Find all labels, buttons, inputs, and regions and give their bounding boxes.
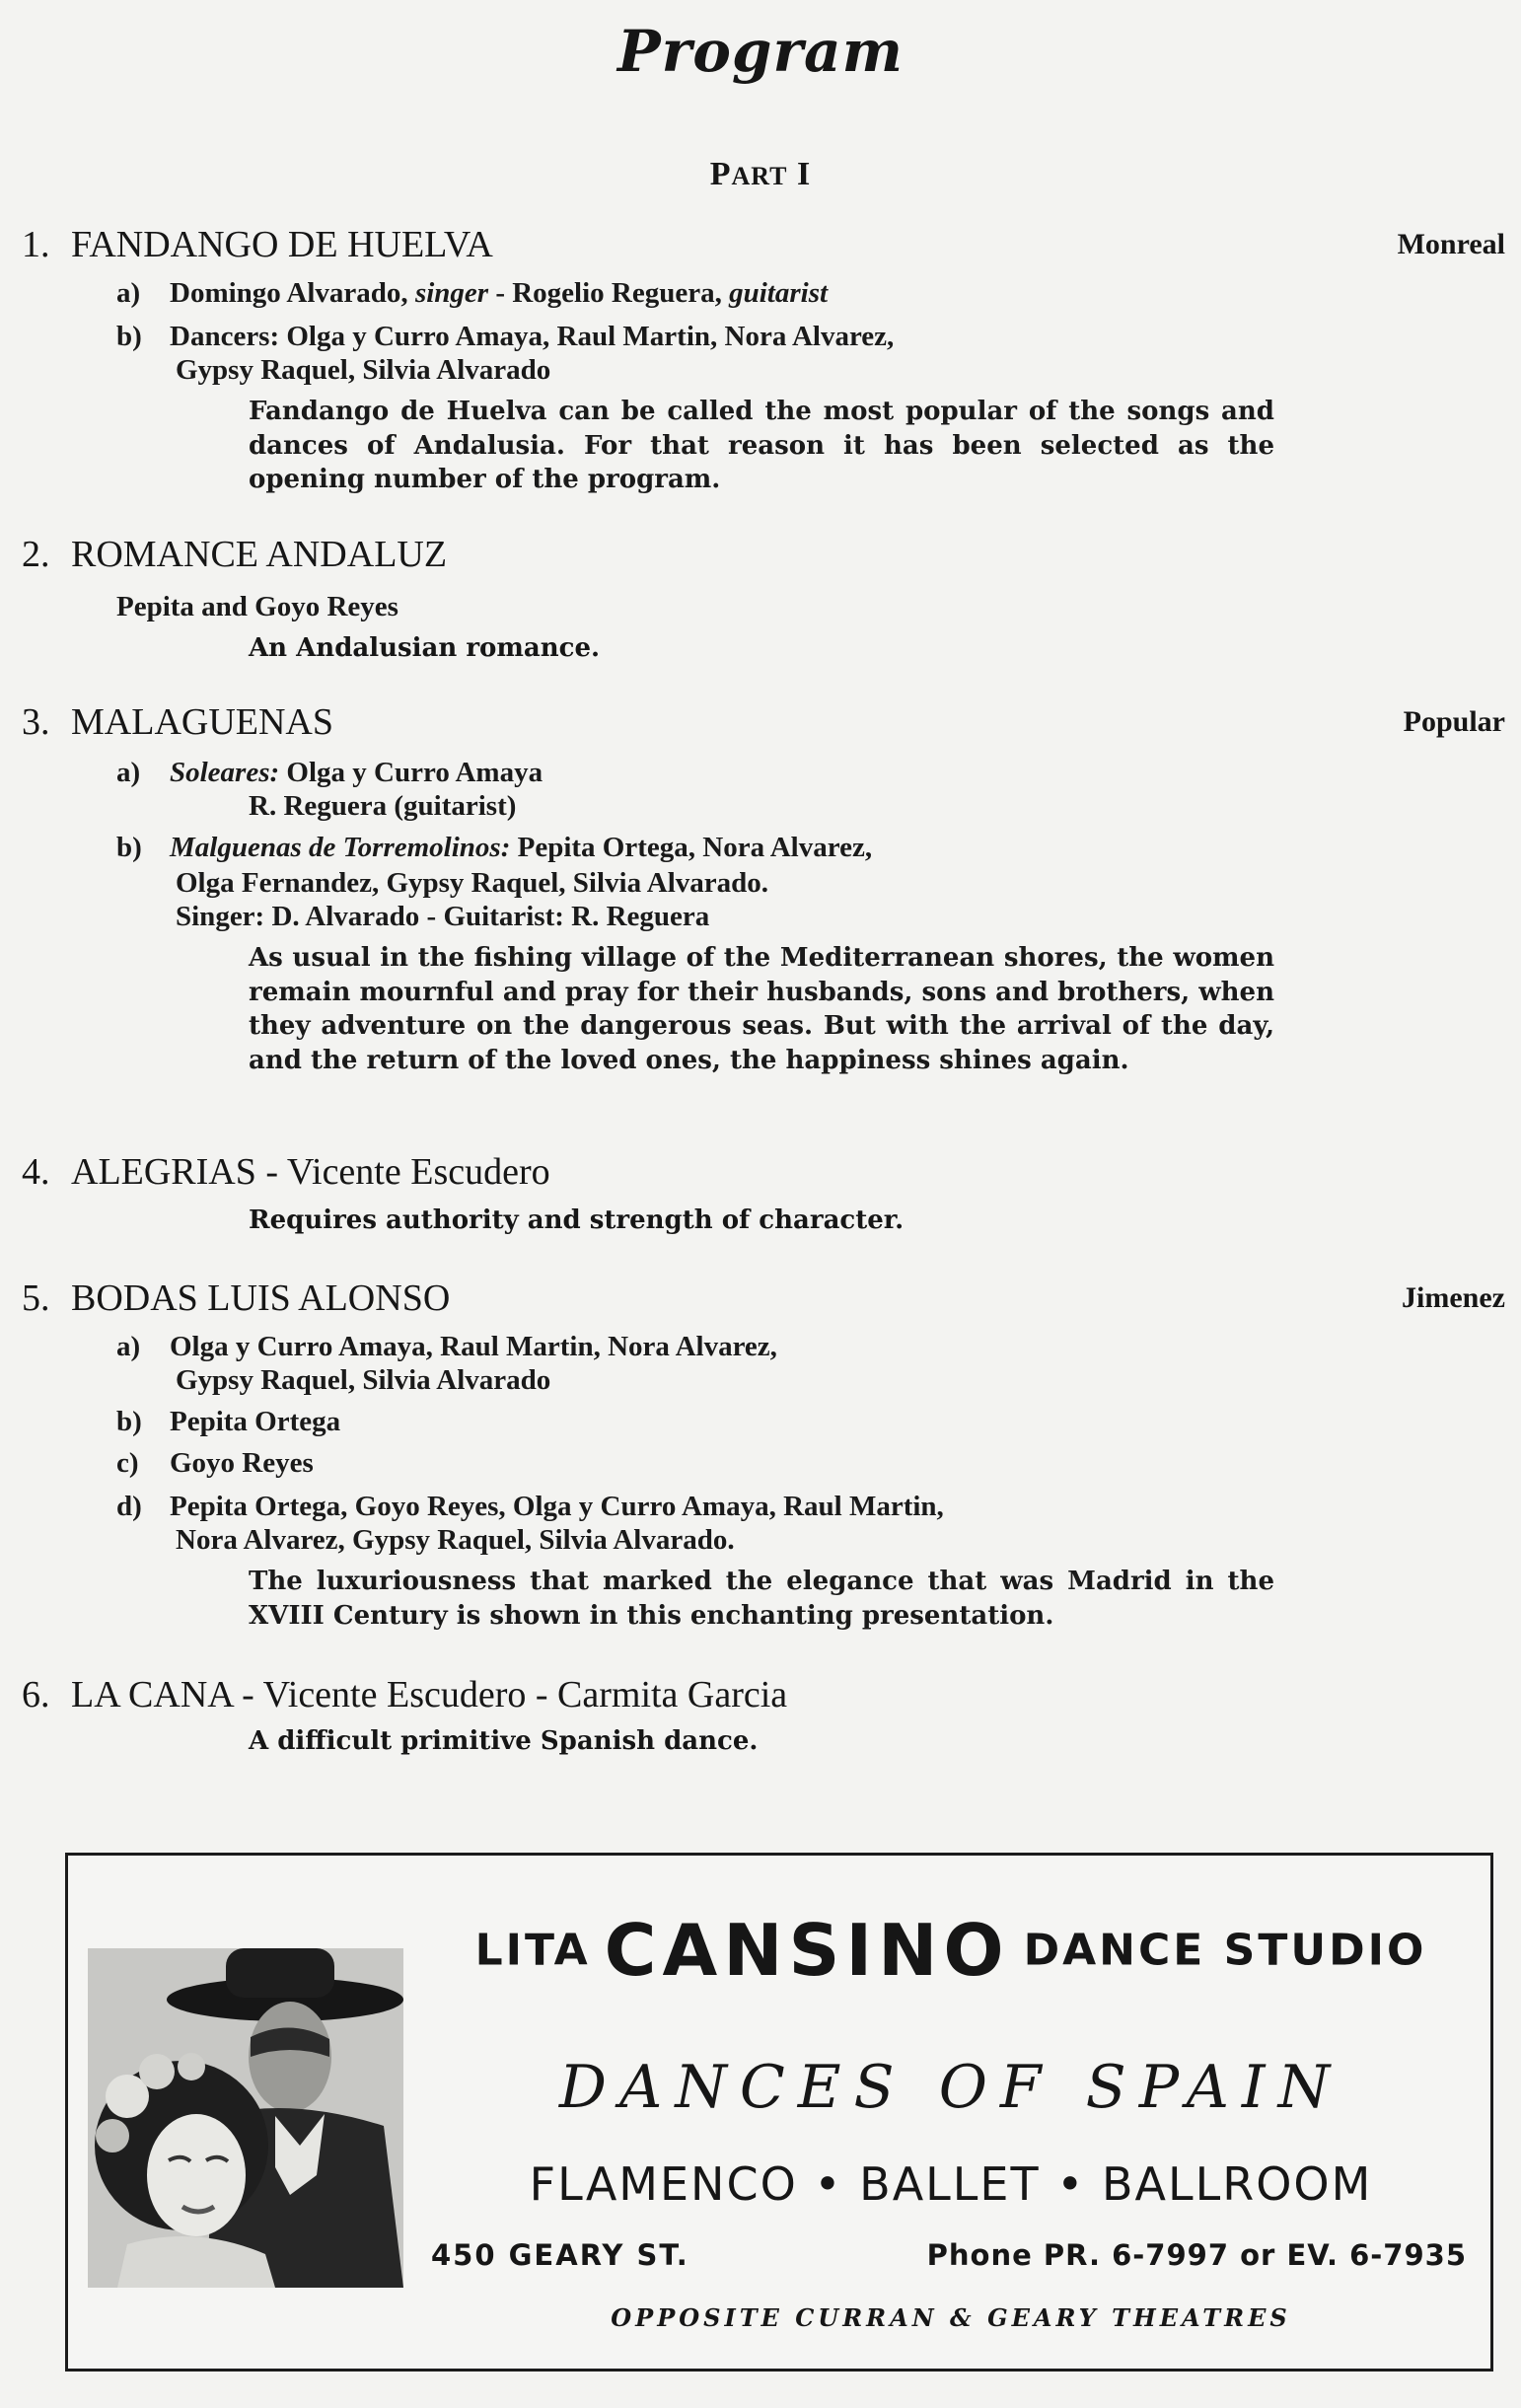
performer-list: Pepita Ortega, Goyo Reyes, Olga y Curro Amaya, Raul Martin, [170, 1491, 944, 1522]
item-title: BODAS LUIS ALONSO [71, 1277, 451, 1319]
item-1-part-b-continued: Gypsy Raquel, Silvia Alvarado [176, 354, 551, 386]
item-number: 2. [22, 534, 50, 575]
sub-label: a) [116, 757, 141, 788]
item-5-part-d [116, 1490, 944, 1523]
dancers-list: Dancers: Olga y Curro Amaya, Raul Martin, Nora Alvarez, [170, 321, 895, 352]
dancers-photo [88, 1948, 403, 2288]
studio-name-cansino: CANSINO [604, 1909, 1010, 1992]
item-1-heading [22, 223, 493, 266]
program-title: Program [617, 18, 904, 85]
item-4-description: Requires authority and strength of character. [249, 1205, 905, 1235]
item-2-description: An Andalusian romance. [249, 633, 601, 663]
sub-label: a) [116, 1331, 141, 1362]
item-5-part-b [116, 1405, 340, 1438]
item-6-heading [22, 1673, 787, 1716]
item-title: FANDANGO DE HUELVA [71, 224, 493, 265]
item-5-part-a [116, 1330, 777, 1363]
item-1-part-b [116, 320, 894, 353]
part-heading [0, 156, 1521, 193]
part-numeral: I [787, 156, 812, 192]
item-3-part-b-line3: Singer: D. Alvarado - Guitarist: R. Reguera [176, 901, 710, 932]
item-3-part-a-continued: R. Reguera (guitarist) [249, 790, 517, 822]
item-title: ALEGRIAS - Vicente Escudero [71, 1151, 550, 1193]
performer-list: Pepita Ortega [170, 1406, 341, 1437]
studio-tagline: DANCES OF SPAIN [558, 2053, 1343, 2122]
item-5-description: The luxuriousness that marked the elegance that was Madrid in the XVIII Century is shown in this enchanting presentation. [249, 1567, 1274, 1631]
sub-label: a) [116, 277, 141, 309]
item-3-description: As usual in the fishing village of the Mediterranean shores, the women remain mournful and pray for their husbands, sons and brothers, when they adventure on the dangerous seas. But with the arrival of the day, and the return of the loved ones, the happiness shines again. [249, 943, 1274, 1075]
sub-label: c) [116, 1447, 139, 1479]
item-number: 4. [22, 1151, 50, 1193]
sub-label: d) [116, 1491, 142, 1522]
part-smallcaps: ART [731, 162, 788, 190]
studio-name [443, 1909, 1459, 1992]
studio-address: 450 GEARY ST. [431, 2238, 689, 2272]
studio-advertisement [65, 1853, 1493, 2372]
sub-label: b) [116, 321, 142, 352]
performer-name: - Rogelio Reguera, [488, 277, 730, 309]
item-4-heading [22, 1150, 550, 1194]
performer-name: Domingo Alvarado, [170, 277, 415, 309]
item-number: 6. [22, 1674, 50, 1715]
performer-name: Olga y Curro Amaya [279, 757, 543, 788]
studio-phone: Phone PR. 6-7997 or EV. 6-7935 [926, 2238, 1467, 2272]
item-number: 1. [22, 224, 50, 265]
performer-name: Pepita Ortega, Nora Alvarez, [510, 832, 873, 863]
item-6-description: A difficult primitive Spanish dance. [249, 1726, 759, 1756]
studio-name-lita: LITA [474, 1925, 591, 1976]
item-3-heading [22, 700, 333, 744]
item-3-part-a [116, 756, 543, 789]
role-singer: singer [414, 277, 489, 309]
dancers-photo-illustration [88, 1948, 403, 2288]
item-number: 3. [22, 701, 50, 743]
item-1-composer: Monreal [1397, 228, 1505, 260]
dance-name: Soleares: [170, 757, 280, 788]
role-guitarist: guitarist [729, 277, 829, 309]
item-3-part-b-line2: Olga Fernandez, Gypsy Raquel, Silvia Alvarado. [176, 867, 768, 899]
sub-label: b) [116, 1406, 142, 1437]
item-3-part-b [116, 831, 872, 864]
item-1-description: Fandango de Huelva can be called the most popular of the songs and dances of Andalusia. For that reason it has been selected as the opening number of the program. [249, 397, 1274, 494]
item-1-part-a [116, 276, 828, 310]
item-5-part-a-continued: Gypsy Raquel, Silvia Alvarado [176, 1364, 551, 1396]
item-3-composer: Popular [1403, 705, 1505, 738]
performer-list: Goyo Reyes [170, 1447, 314, 1479]
sub-label: b) [116, 832, 142, 863]
item-5-heading [22, 1277, 450, 1320]
item-5-part-c [116, 1446, 314, 1480]
item-title: ROMANCE ANDALUZ [71, 534, 448, 575]
studio-location-note: OPPOSITE CURRAN & GEARY THEATRES [611, 2303, 1291, 2332]
item-number: 5. [22, 1277, 50, 1319]
dance-name: Malguenas de Torremolinos: [170, 832, 511, 863]
item-2-performers: Pepita and Goyo Reyes [116, 591, 398, 622]
item-title: LA CANA - Vicente Escudero - Carmita Garcia [71, 1674, 788, 1715]
part-initial: P [709, 156, 732, 192]
item-2-heading [22, 533, 447, 576]
item-title: MALAGUENAS [71, 701, 333, 743]
item-5-part-d-continued: Nora Alvarez, Gypsy Raquel, Silvia Alvarado. [176, 1524, 735, 1556]
item-5-composer: Jimenez [1402, 1281, 1505, 1314]
performer-list: Olga y Curro Amaya, Raul Martin, Nora Alvarez, [170, 1331, 777, 1362]
studio-styles: FLAMENCO • BALLET • BALLROOM [529, 2157, 1373, 2211]
studio-name-dance-studio: DANCE STUDIO [1023, 1925, 1427, 1976]
